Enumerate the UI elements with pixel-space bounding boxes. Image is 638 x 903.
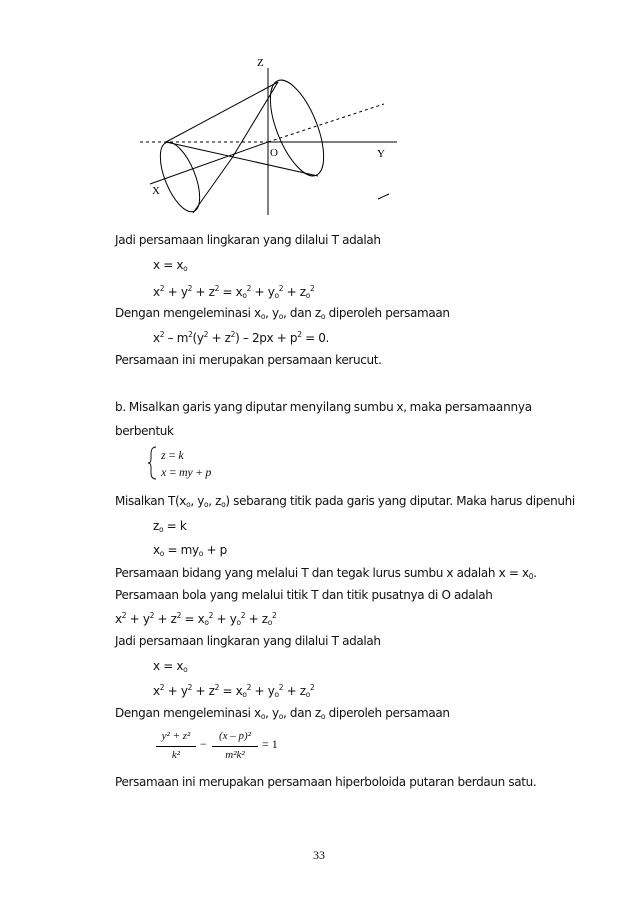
equation-rhs: = 1: [262, 737, 278, 751]
z-label: Z: [257, 57, 264, 69]
paragraph-2: Dengan mengeleminasi $x_o$, $y_o$, dan $z_o$ diperoleh persamaan: [115, 306, 450, 321]
fraction-2-denominator: m²k²: [225, 749, 245, 761]
paragraph-9: Dengan mengeleminasi $x_o$, $y_o$, dan $z_o$ diperoleh persamaan: [115, 706, 450, 721]
paragraph-3: Persamaan ini merupakan persamaan kerucut.: [115, 353, 382, 367]
paragraph-1: Jadi persamaan lingkaran yang dilalui T adalah: [115, 233, 381, 247]
system-brace: [148, 446, 158, 480]
hyperboloid-equation: [156, 730, 296, 770]
paragraph-b-line2: berbentuk: [115, 424, 174, 438]
equation-sphere-2: $x^2 + y^2 + z^2 = x_o^2 + y_o^2 + z_o^2$: [115, 611, 277, 627]
paragraph-10: Persamaan ini merupakan persamaan hiperboloida putaran berdaun satu.: [115, 775, 537, 789]
paragraph-5: Persamaan bidang yang melalui T dan tegak lurus sumbu x adalah $x = x_0$.: [115, 566, 537, 581]
equation-x-2: $x = x_o$: [153, 659, 188, 674]
x-axis: [150, 142, 268, 184]
paragraph-8: Jadi persamaan lingkaran yang dilalui T adalah: [115, 634, 381, 648]
fraction-1-numerator: y² + z²: [161, 730, 191, 742]
fraction-1-denominator: k²: [171, 749, 181, 761]
generator-1: [166, 82, 278, 142]
system-eq-2: x = my + p: [161, 465, 212, 479]
equation-sphere-3: $x^2 + y^2 + z^2 = x_o^2 + y_o^2 + z_o^2$: [153, 683, 315, 699]
origin-label: O: [270, 147, 278, 159]
equation-cone: $x^2 - m^2(y^2 + z^2) - 2px + p^2 = 0$.: [153, 330, 329, 345]
tick-mark: [378, 194, 389, 199]
equation-z0: $z_o = k$: [153, 519, 187, 534]
y-label: Y: [377, 148, 385, 160]
dashed-line: [268, 104, 384, 142]
fraction-2-numerator: (x – p)²: [218, 730, 251, 742]
paragraph-6: Persamaan bola yang melalui titik T dan titik pusatnya di O adalah: [115, 588, 493, 602]
paragraph-4: Misalkan $T(x_o$, $y_o$, $z_o$) sebarang titik pada garis yang diputar. Maka harus dipenuhi: [115, 494, 575, 509]
page-number: 33: [313, 848, 325, 862]
fraction-1-bar: [156, 746, 196, 747]
equation-x0: $x_o = my_o + p$: [153, 543, 227, 558]
upper-cone-base: [259, 73, 334, 183]
equation-x: $x = x_o$: [153, 258, 188, 273]
equation-sphere-1: $x^2 + y^2 + z^2 = x_o^2 + y_o^2 + z_o^2$: [153, 284, 315, 300]
system-eq-1: z = k: [161, 448, 184, 462]
cone-figure: [0, 0, 638, 220]
generator-4: [166, 142, 318, 176]
x-label: X: [152, 185, 160, 197]
fraction-2-bar: [212, 746, 258, 747]
paragraph-b-line1: b. Misalkan garis yang diputar menyilang sumbu x, maka persamaannya: [115, 400, 532, 414]
minus-sign: −: [200, 737, 207, 751]
